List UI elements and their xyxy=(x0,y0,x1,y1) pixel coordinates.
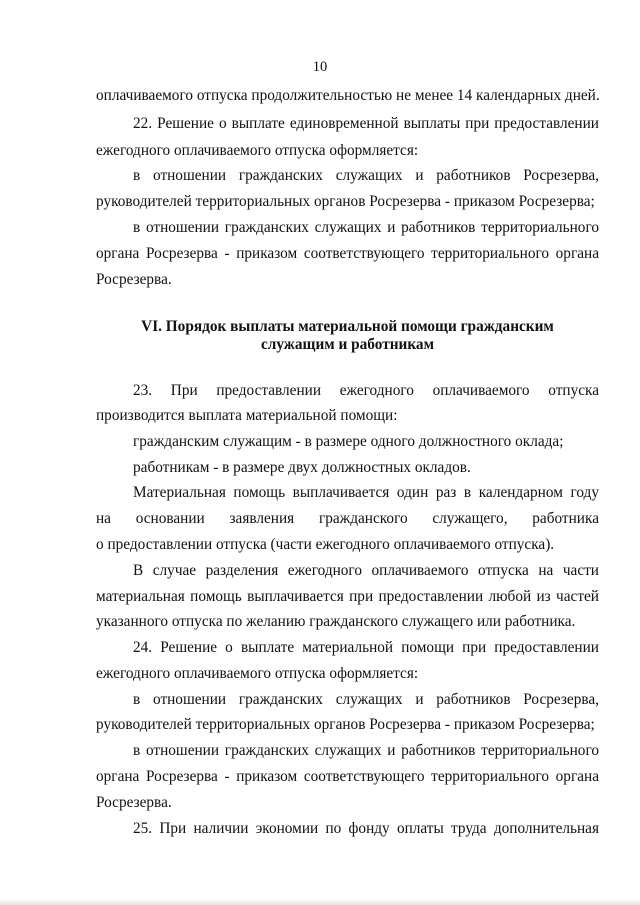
paragraph-line: в отношении гражданских служащих и работников Росрезерва, xyxy=(133,167,599,184)
paragraph-line: на основании заявления гражданского служащего, работника xyxy=(96,510,599,527)
paragraph-line: органа Росрезерва - приказом соответствующего территориального органа xyxy=(96,768,599,785)
paragraph-line: работникам - в размере двух должностных окладов. xyxy=(133,459,471,476)
section-heading-line: VI. Порядок выплаты материальной помощи гражданским xyxy=(141,318,554,335)
paragraph-line: руководителей территориальных органов Росрезерва - приказом Росрезерва; xyxy=(96,193,595,210)
paragraph-line: оплачиваемого отпуска продолжительностью не менее 14 календарных дней. xyxy=(96,87,600,104)
paragraph-line: гражданским служащим - в размере одного должностного оклада; xyxy=(133,433,564,450)
paragraph-line: руководителей территориальных органов Росрезерва - приказом Росрезерва; xyxy=(96,716,595,733)
paragraph-line: органа Росрезерва - приказом соответствующего территориального органа xyxy=(96,245,599,262)
paragraph-line: Росрезерва. xyxy=(96,271,172,288)
paragraph-line: производится выплата материальной помощи: xyxy=(96,407,398,424)
paragraph-line: о предоставлении отпуска (части ежегодного оплачиваемого отпуска). xyxy=(96,536,555,553)
paragraph-line: 24. Решение о выплате материальной помощи при предоставлении xyxy=(133,639,599,656)
paragraph-line: указанного отпуска по желанию гражданского служащего или работника. xyxy=(96,613,576,630)
paragraph-line: в отношении гражданских служащих и работников территориального xyxy=(133,742,599,759)
section-heading-line: служащим и работникам xyxy=(260,336,434,353)
paragraph-line: Материальная помощь выплачивается один раз в календарном году xyxy=(133,484,599,501)
paragraph-line: ежегодного оплачиваемого отпуска оформляется: xyxy=(96,142,419,159)
paragraph-line: Росрезерва. xyxy=(96,794,172,811)
paragraph-line: ежегодного оплачиваемого отпуска оформляется: xyxy=(96,665,419,682)
paragraph-line: 25. При наличии экономии по фонду оплаты труда дополнительная xyxy=(133,820,599,837)
paragraph-line: в отношении гражданских служащих и работников территориального xyxy=(133,219,599,236)
paragraph-line: 23. При предоставлении ежегодного оплачиваемого отпуска xyxy=(133,382,599,399)
page-number: 10 xyxy=(312,59,328,75)
scan-bottom-edge xyxy=(0,899,640,905)
paragraph-line: 22. Решение о выплате единовременной выплаты при предоставлении xyxy=(133,115,599,132)
paragraph-line: в отношении гражданских служащих и работников Росрезерва, xyxy=(133,691,599,708)
paragraph-line: материальная помощь выплачивается при предоставлении любой из частей xyxy=(96,588,599,605)
paragraph-line: В случае разделения ежегодного оплачиваемого отпуска на части xyxy=(133,562,599,579)
